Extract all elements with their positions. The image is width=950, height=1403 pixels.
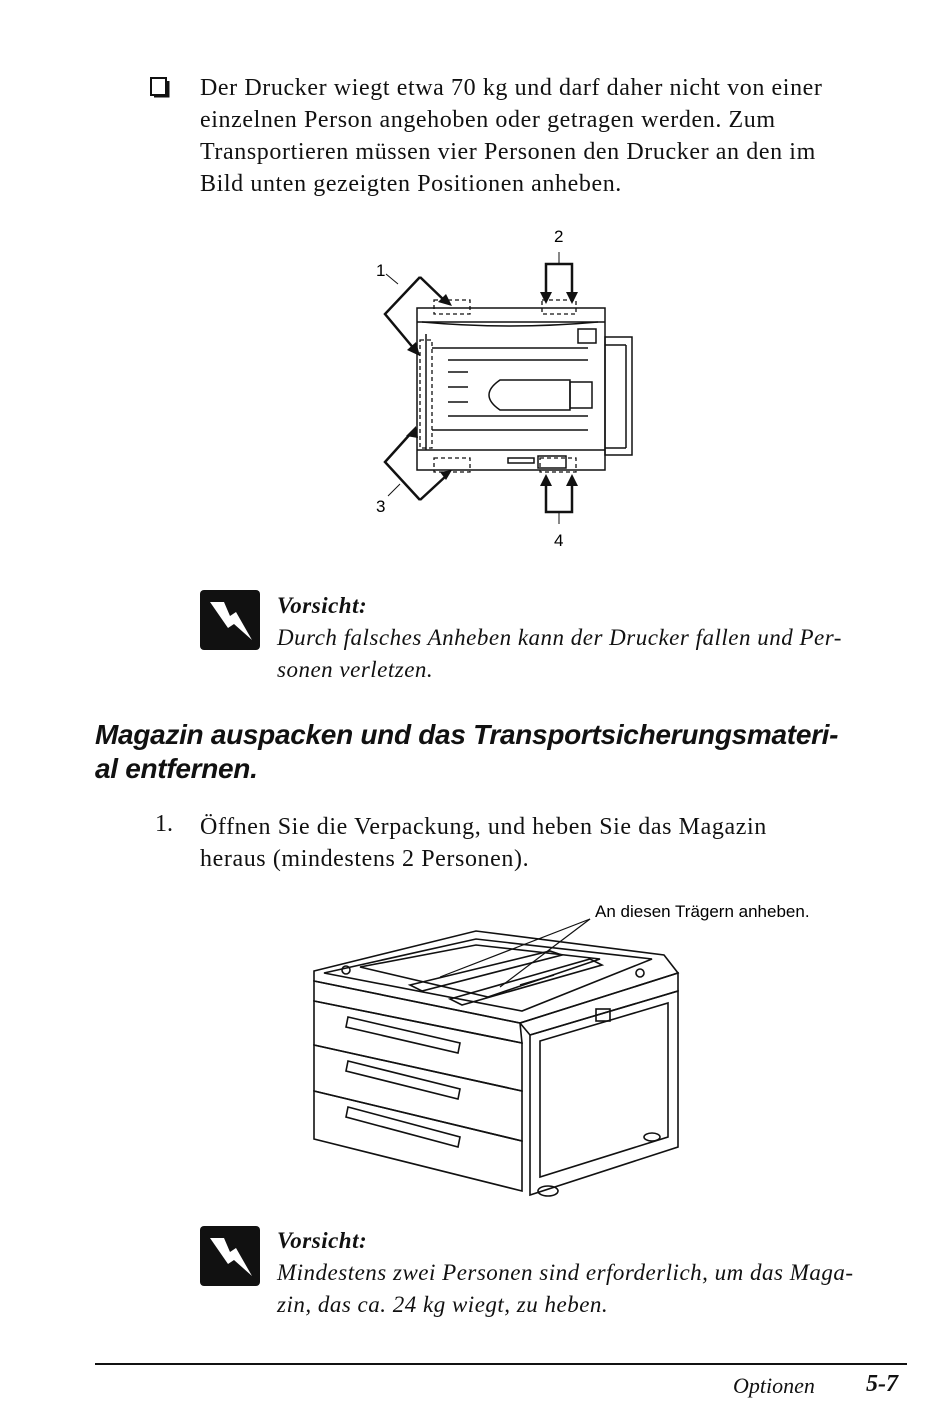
step-line: heraus (mindestens 2 Personen). bbox=[200, 846, 530, 872]
intro-line: einzelnen Person angehoben oder getragen werden. Zum bbox=[200, 107, 776, 133]
intro-line: Bild unten gezeigten Positionen anheben. bbox=[200, 171, 622, 197]
section-heading bbox=[95, 718, 925, 786]
footer-section-name: Optionen bbox=[733, 1373, 815, 1398]
figure1-label-4: 4 bbox=[554, 531, 564, 550]
bullet-box-icon bbox=[150, 74, 172, 100]
step-line: Öffnen Sie die Verpackung, und heben Sie das Magazin bbox=[200, 814, 767, 840]
footer-rule bbox=[95, 1363, 907, 1365]
caution-line: Durch falsches Anheben kann der Drucker fallen und Per- bbox=[277, 625, 842, 650]
caution-note bbox=[277, 1225, 917, 1321]
step-text bbox=[200, 811, 900, 875]
caution-note bbox=[277, 590, 917, 686]
intro-line: Der Drucker wiegt etwa 70 kg und darf daher nicht von einer bbox=[200, 75, 823, 101]
caution-title: Vorsicht: bbox=[277, 593, 368, 618]
intro-line: Transportieren müssen vier Personen den Drucker an den im bbox=[200, 139, 816, 165]
caution-title: Vorsicht: bbox=[277, 1228, 368, 1253]
intro-paragraph bbox=[200, 72, 920, 200]
caution-line: zin, das ca. 24 kg wiegt, zu heben. bbox=[277, 1292, 609, 1317]
figure1-label-1: 1 bbox=[376, 261, 386, 280]
caution-line: Mindestens zwei Personen sind erforderlich, um das Maga- bbox=[277, 1260, 854, 1285]
heading-line: al entfernen. bbox=[95, 753, 258, 784]
warning-lightning-icon bbox=[200, 590, 260, 650]
printer-lift-positions-figure bbox=[360, 222, 650, 552]
caution-line: sonen verletzen. bbox=[277, 657, 434, 682]
figure1-label-2: 2 bbox=[554, 227, 564, 246]
paper-cassette-figure bbox=[300, 895, 860, 1200]
warning-lightning-icon bbox=[200, 1226, 260, 1286]
heading-line: Magazin auspacken und das Transportsicherungsmateri- bbox=[95, 719, 839, 750]
page-number: 5-7 bbox=[866, 1371, 898, 1397]
step-number: 1. bbox=[155, 811, 173, 837]
figure2-callout: An diesen Trägern anheben. bbox=[595, 902, 810, 921]
figure1-label-3: 3 bbox=[376, 497, 386, 516]
